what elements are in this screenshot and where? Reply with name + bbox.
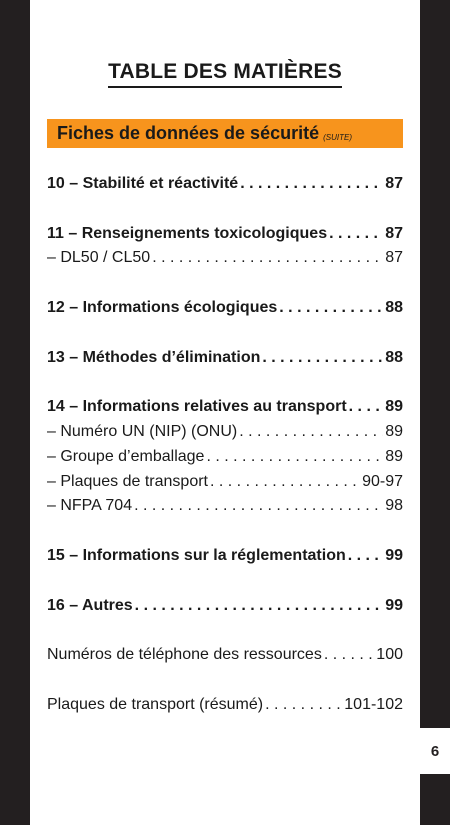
page-title: TABLE DES MATIÈRES [108, 60, 342, 88]
toc-entry[interactable] [47, 597, 403, 622]
toc-entry[interactable] [47, 299, 403, 324]
toc-entry-page: 87 [385, 224, 403, 242]
section-label: Fiches de données de sécurité [57, 123, 320, 143]
toc-entry-label: Plaques de transport (résumé) [47, 695, 264, 713]
title-container [30, 60, 420, 88]
toc-entry-page: 89 [385, 422, 403, 440]
section-banner [47, 119, 403, 148]
toc-entry-label: – NFPA 704 [47, 497, 133, 515]
toc-entry[interactable] [47, 225, 403, 250]
toc-entry-label: – Numéro UN (NIP) (ONU) [47, 422, 238, 440]
page-number: 6 [420, 728, 450, 774]
toc-entry[interactable] [47, 349, 403, 374]
toc-entry-page: 87 [385, 249, 403, 267]
toc-entry[interactable] [47, 249, 403, 274]
toc-entry-page: 89 [385, 398, 403, 416]
toc-entry[interactable] [47, 473, 403, 498]
toc-entry[interactable] [47, 423, 403, 448]
toc-entry-label: 12 – Informations écologiques [47, 298, 278, 316]
toc-entry[interactable] [47, 547, 403, 572]
toc-entry[interactable] [47, 175, 403, 200]
toc-entry-page: 87 [385, 175, 403, 192]
toc-entry-label: – Groupe d’emballage [47, 447, 205, 465]
toc-entry-page: 101-102 [344, 695, 403, 713]
table-of-contents [47, 175, 403, 721]
toc-entry-label: 15 – Informations sur la réglementation [47, 546, 346, 564]
toc-entry-page: 88 [385, 348, 403, 366]
toc-entry-label: – DL50 / CL50 [47, 249, 151, 267]
toc-entry-page: 98 [385, 497, 403, 515]
toc-entry-label: 16 – Autres [47, 596, 133, 614]
toc-entry-label: 10 – Stabilité et réactivité [47, 175, 239, 192]
right-page-edge [420, 0, 450, 728]
toc-entry-label: – Plaques de transport [47, 472, 208, 490]
toc-entry[interactable] [47, 646, 403, 671]
toc-entry[interactable] [47, 448, 403, 473]
toc-entry[interactable] [47, 398, 403, 423]
toc-entry-label: 11 – Renseignements toxicologiques [47, 224, 328, 242]
section-suffix: (SUITE) [323, 132, 352, 142]
left-page-edge [0, 0, 30, 825]
toc-entry-page: 88 [385, 298, 403, 316]
toc-entry-page: 99 [385, 546, 403, 564]
toc-entry-page: 90-97 [362, 472, 403, 490]
toc-entry-label: 13 – Méthodes d’élimination [47, 348, 261, 366]
toc-entry-page: 100 [376, 646, 403, 664]
right-page-edge-bottom [420, 774, 450, 825]
toc-entry[interactable] [47, 497, 403, 522]
toc-entry-page: 99 [385, 596, 403, 614]
toc-entry-label: 14 – Informations relatives au transport [47, 398, 347, 416]
toc-entry[interactable] [47, 696, 403, 721]
toc-entry-page: 89 [385, 447, 403, 465]
toc-entry-label: Numéros de téléphone des ressources [47, 646, 322, 664]
